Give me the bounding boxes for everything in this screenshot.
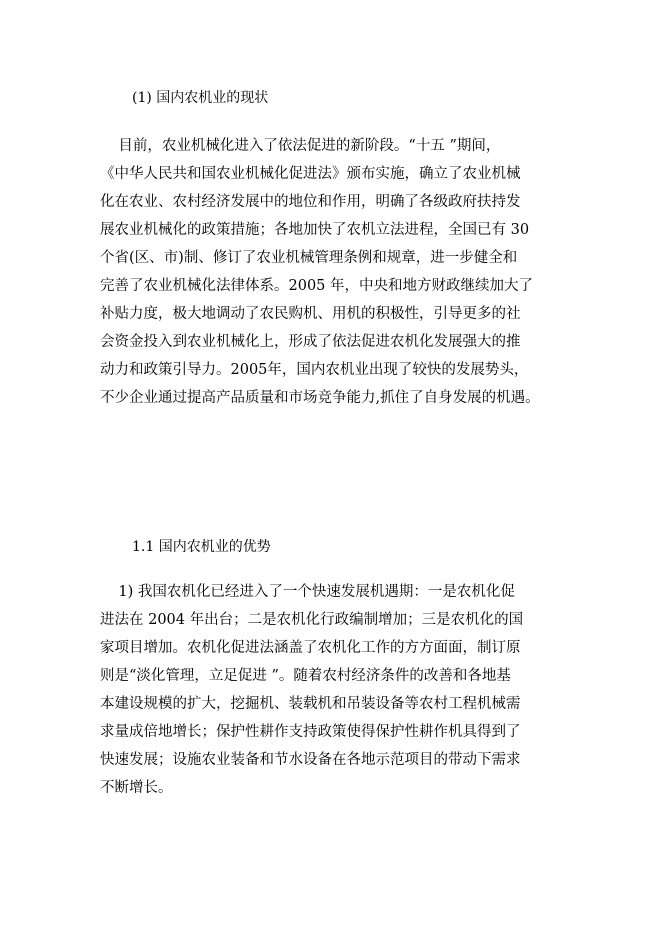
- text-line: 动力和政策引导力。2005年，国内农机业出现了较快的发展势头，: [100, 362, 529, 378]
- text-line: 完善了农业机械化法律体系。2005 年，中央和地方财政继续加大了: [100, 278, 534, 294]
- text-line: 不少企业通过提高产品质量和市场竞争能力,抓住了自身发展的机遇。: [100, 390, 540, 406]
- text-line: 进法在 2004 年出台；二是农机化行政编制增加；三是农机化的国: [100, 612, 524, 628]
- text-line: 个省(区、市)制、修订了农业机械管理条例和规章，进一步健全和: [100, 250, 518, 266]
- text-line: 快速发展；设施农业装备和节水设备在各地示范项目的带动下需求: [100, 752, 521, 768]
- text-line: 本建设规模的扩大，挖掘机、装载机和吊装设备等农村工程机械需: [100, 696, 521, 712]
- text-line: 不断增长。: [100, 780, 173, 796]
- text-line: 则是“淡化管理，立足促进 ”。随着农村经济条件的改善和各地基: [100, 668, 511, 684]
- text-line: 1) 我国农机化已经进入了一个快速发展机遇期：一是农机化促: [100, 584, 515, 600]
- text-line: 目前，农业机械化进入了依法促进的新阶段。“十五 ”期间，: [100, 138, 501, 154]
- text-line: 化在农业、农村经济发展中的地位和作用，明确了各级政府扶持发: [100, 194, 521, 210]
- paragraph-advantages: [100, 578, 570, 802]
- text-line: 展农业机械化的政策措施；各地加快了农机立法进程，全国已有 30: [100, 222, 530, 238]
- text-line: 家项目增加。农机化促进法涵盖了农机化工作的方方面面，制订原: [100, 640, 521, 656]
- section-heading-advantages: 1.1 国内农机业的优势: [132, 539, 271, 555]
- text-line: 求量成倍地增长；保护性耕作支持政策使得保护性耕作机具得到了: [100, 724, 521, 740]
- text-line: 会资金投入到农业机械化上，形成了依法促进农机化发展强大的推: [100, 334, 521, 350]
- section-heading-current-status: (1) 国内农机业的现状: [132, 90, 269, 106]
- text-line: 补贴力度，极大地调动了农民购机、用机的积极性，引导更多的社: [100, 306, 521, 322]
- paragraph-current-status: [100, 132, 570, 412]
- text-line: 《中华人民共和国农业机械化促进法》颁布实施，确立了农业机械: [100, 166, 521, 182]
